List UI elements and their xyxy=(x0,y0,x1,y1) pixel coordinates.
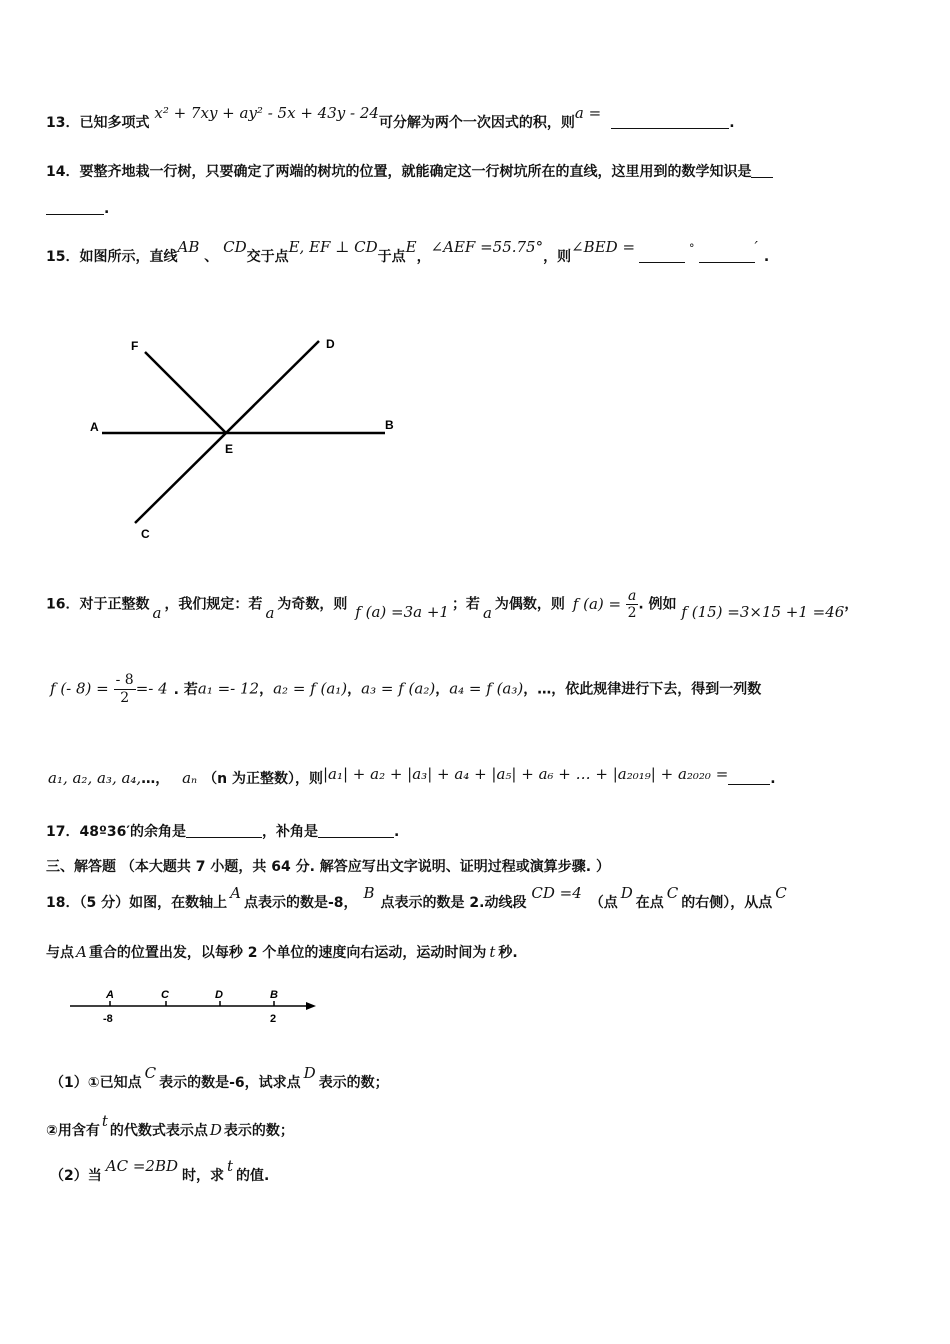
q15-angle-bed: ∠BED = xyxy=(571,238,636,256)
question-16 xyxy=(46,588,858,621)
question-18-part-1b xyxy=(46,1112,294,1140)
q16-text-8: . 若 xyxy=(173,681,198,698)
question-18-part-1a xyxy=(50,1064,389,1092)
question-14-cont xyxy=(46,200,109,217)
q16-var-a-2: a xyxy=(265,603,275,622)
q15-line-cd: CD xyxy=(223,238,247,256)
q18-point-a: A xyxy=(230,884,241,902)
q16-text-3: 为奇数，则 xyxy=(277,596,348,613)
q18-text-4: （点 xyxy=(589,895,618,911)
q13-polynomial: x² + 7xy + ay² - 5x + 43y - 24 xyxy=(154,104,379,122)
q16-example-1: f (15) =3×15 +1 =46 xyxy=(681,602,845,621)
numberline-label-b: B xyxy=(270,989,278,1001)
q18-text-6: 的右侧），从点 xyxy=(681,895,773,911)
q18-point-c-2: C xyxy=(775,884,787,902)
q18-1b-point-d: D xyxy=(209,1121,222,1139)
q18-2-time-var: t xyxy=(227,1157,234,1175)
q14-answer-blank-b xyxy=(46,200,104,215)
q14-answer-blank-a xyxy=(751,163,773,178)
q15-end: . xyxy=(763,249,770,265)
q18-line2-text-c: 秒. xyxy=(498,945,518,961)
question-13 xyxy=(46,104,735,132)
q13-answer-blank xyxy=(611,114,729,129)
q16-var-a-3: a xyxy=(482,603,492,622)
question-15 xyxy=(46,238,770,266)
q13-prefix: 已知多项式 xyxy=(79,115,150,131)
q17-complement-blank xyxy=(186,823,262,838)
q18-line2-point-a: A xyxy=(76,943,87,961)
q15-degree-sign: ° xyxy=(689,242,695,255)
q15-line-ab: AB xyxy=(177,238,200,256)
q18-1a-text-1: （1）①已知点 xyxy=(50,1075,142,1091)
q16-text-9: ，…，依此规律进行下去，得到一列数 xyxy=(523,681,762,698)
q18-1a-text-2: 表示的数是-6，试求点 xyxy=(159,1075,301,1091)
label-f: F xyxy=(131,339,139,353)
q16-text-1: 对于正整数 xyxy=(79,596,150,613)
label-d: D xyxy=(326,337,335,351)
q15-separator: 、 xyxy=(204,249,219,265)
q16-number: 16． xyxy=(46,596,80,613)
q18-point-b: B xyxy=(363,884,375,902)
q15-number: 15． xyxy=(46,249,80,265)
q18-1a-point-d: D xyxy=(303,1064,316,1082)
label-e: E xyxy=(225,442,234,456)
label-c: C xyxy=(141,527,150,541)
q18-time-var: t xyxy=(489,943,496,961)
q18-2-text-2: 时，求 xyxy=(182,1168,224,1184)
q15-text-1: 交于点 xyxy=(246,249,289,265)
q15-text-2: 于点 xyxy=(377,249,406,265)
q15-condition: E, EF ⊥ CD xyxy=(288,238,378,256)
q16-example-2-lhs: f (- 8) = xyxy=(50,679,109,698)
question-16-line-2: f (- 8) = $\frac{- 8}{2}$ =- 4 . 若a₁ =- 12，a₂ = f (a₁)，a₃ = f (a₂)，a₄ = f (a₃)，…，依此规律进行下去，得到一列数 xyxy=(50,672,762,706)
q16-a1: a₁ =- 12 xyxy=(197,679,260,698)
q14-text: 14．要整齐地栽一行树，只要确定了两端的树坑的位置，就能确定这一行树坑所在的直线，这里用到的数学知识是 xyxy=(46,164,752,180)
q16-text-6: . 例如 xyxy=(638,596,677,613)
q16-text-11: （n 为正整数），则 xyxy=(203,771,323,787)
q18-1b-text-3: 表示的数； xyxy=(223,1123,294,1139)
q16-even-den: 2 xyxy=(627,605,637,621)
q18-1b-text-1: ②用含有 xyxy=(46,1123,100,1139)
q18-1a-point-c: C xyxy=(144,1064,157,1082)
q16-text-7: ， xyxy=(844,596,859,613)
numberline-label-c: C xyxy=(161,989,169,1001)
numberline-value-neg8: -8 xyxy=(103,1013,113,1025)
q14-end: . xyxy=(104,201,110,217)
q16-even-num: a xyxy=(627,588,637,604)
q15-point-e: E xyxy=(405,238,417,256)
q16-even-rule-lhs: f (a) = xyxy=(572,594,622,613)
question-14 xyxy=(46,161,773,181)
q18-1a-text-3: 表示的数； xyxy=(318,1075,389,1091)
q17-text-1: 17．48º36′的余角是 xyxy=(46,824,187,840)
numberline-label-d: D xyxy=(215,989,223,1001)
q16-end: . xyxy=(770,771,776,787)
label-b: B xyxy=(385,418,394,432)
q17-end: . xyxy=(394,824,400,840)
q15-degree-blank xyxy=(639,248,685,263)
q15-comma: ， xyxy=(416,249,431,265)
q18-text-1: 18．（5 分）如图，在数轴上 xyxy=(46,895,228,911)
q16-sum-expression: |a₁| + a₂ + |a₃| + a₄ + |a₅| + a₆ + … + |a₂₀₁₉| + a₂₀₂₀ = xyxy=(322,765,729,783)
q16-ex2-num: - 8 xyxy=(115,672,134,688)
q18-text-3: 点表示的数是 2.动线段 xyxy=(380,895,527,911)
question-18-line-2 xyxy=(46,942,518,962)
q18-text-2: 点表示的数是-8， xyxy=(243,895,358,911)
numberline-label-a: A xyxy=(106,989,114,1001)
q16-a4: a₄ = f (a₃) xyxy=(449,679,524,698)
section-3-heading xyxy=(46,856,610,876)
q16-ex2-den: 2 xyxy=(120,690,130,706)
number-line-figure xyxy=(68,984,328,1028)
intersecting-lines-figure xyxy=(88,330,408,550)
q13-end: . xyxy=(729,115,735,131)
q15-minute-sign: ′ xyxy=(754,238,758,256)
question-18 xyxy=(46,884,787,912)
q15-minute-blank xyxy=(699,248,755,263)
q16-var-a: a xyxy=(152,603,162,622)
q18-point-d: D xyxy=(620,884,633,902)
q17-supplement-blank xyxy=(318,823,394,838)
q16-sequence: a₁, a₂, a₃, a₄, xyxy=(48,769,142,787)
q16-a2: a₂ = f (a₁) xyxy=(273,679,348,698)
q18-line2-text-a: 与点 xyxy=(46,945,74,961)
question-17 xyxy=(46,821,399,841)
q17-text-2: ，补角是 xyxy=(262,824,319,840)
q16-text-2: ，我们规定：若 xyxy=(164,596,263,613)
line-ef xyxy=(145,352,226,433)
numberline-value-2: 2 xyxy=(270,1013,277,1025)
number-line-arrow-icon xyxy=(306,1002,316,1010)
q15-text-3: ，则 xyxy=(543,249,572,265)
section-3-title: 三、解答题 （本大题共 7 小题，共 64 分. 解答应写出文字说明、证明过程或演算步骤. ） xyxy=(46,859,610,875)
q16-example-2-fraction xyxy=(114,672,136,707)
q18-line2-text-b: 重合的位置出发，以每秒 2 个单位的速度向右运动，运动时间为 xyxy=(88,945,487,961)
q18-2-text-1: （2）当 xyxy=(50,1168,102,1184)
q16-example-2-rhs: =- 4 xyxy=(135,679,168,698)
q18-segment-cd: CD =4 xyxy=(531,884,582,902)
q15-angle-aef: ∠AEF =55.75° xyxy=(430,238,544,256)
question-16-line-3 xyxy=(48,765,776,788)
q16-text-10: …， xyxy=(141,771,170,787)
q18-text-5: 在点 xyxy=(635,895,664,911)
q18-1b-time-var: t xyxy=(101,1112,108,1130)
q16-answer-blank xyxy=(728,770,770,785)
q16-text-5: 为偶数，则 xyxy=(494,596,565,613)
q16-an: aₙ xyxy=(182,769,198,787)
q15-prefix: 如图所示，直线 xyxy=(79,249,178,265)
q16-a3: a₃ = f (a₂) xyxy=(361,679,436,698)
q18-2-text-3: 的值. xyxy=(236,1168,270,1184)
q13-middle: 可分解为两个一次因式的积，则 xyxy=(378,115,575,131)
q13-variable: a = xyxy=(574,104,602,122)
q16-odd-rule: f (a) =3a +1 xyxy=(355,602,449,621)
q13-number: 13． xyxy=(46,115,80,131)
q18-point-c: C xyxy=(666,884,679,902)
q18-1b-text-2: 的代数式表示点 xyxy=(109,1123,208,1139)
q18-2-condition: AC =2BD xyxy=(105,1157,178,1175)
question-18-part-2 xyxy=(50,1157,270,1185)
label-a: A xyxy=(90,420,99,434)
q16-even-fraction xyxy=(626,588,638,621)
q16-text-4: ；若 xyxy=(451,596,480,613)
